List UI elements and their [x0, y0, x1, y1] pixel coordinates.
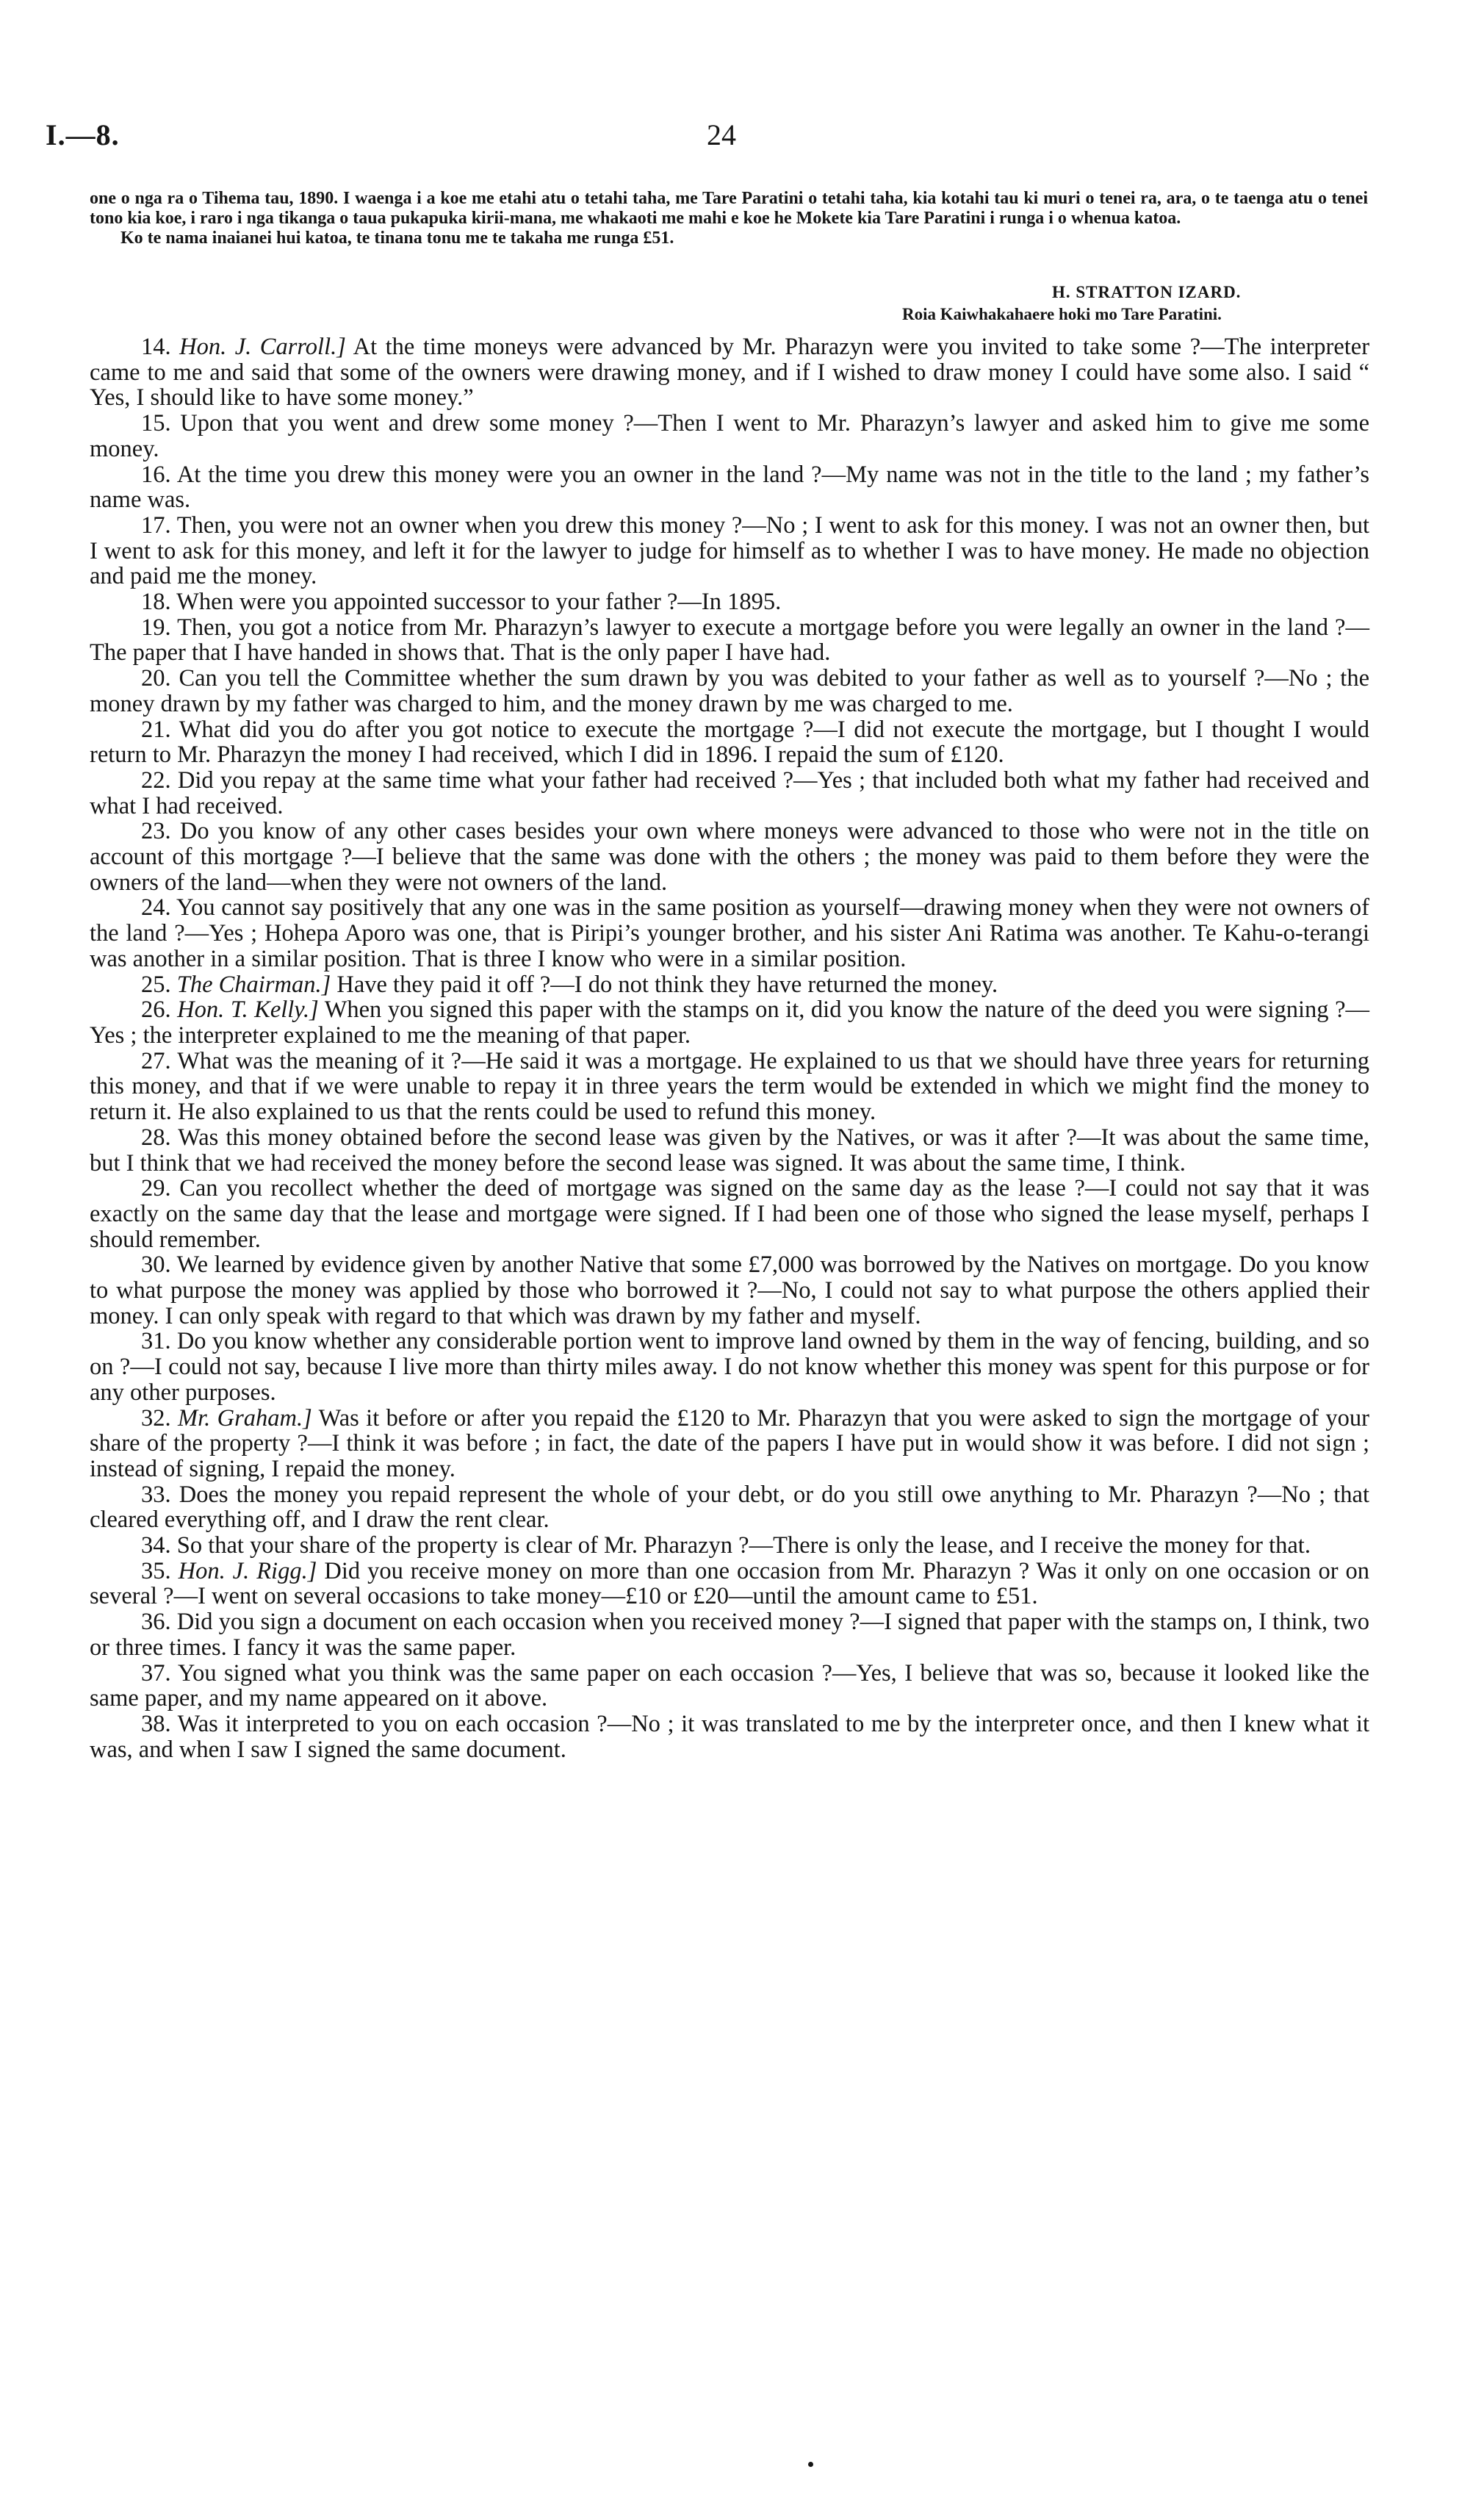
evidence-transcript [90, 334, 1369, 1762]
question-number: 23. [141, 818, 171, 845]
question-text: Was it before or after you repaid the £120 to Mr. Pharazyn that you were asked to sign the mortgage of your share of the property ?—I think it was before ; in fact, the date of the papers I have put in would show it was before. I did not sign ; instead of signing, I repaid the money. [90, 1404, 1370, 1482]
question-paragraph [90, 1482, 1369, 1533]
question-paragraph [90, 411, 1369, 461]
question-text: When were you appointed successor to your father ?—In 1895. [176, 589, 782, 616]
question-number: 37. [141, 1659, 171, 1687]
question-paragraph [90, 1609, 1369, 1660]
question-text: What was the meaning of it ?—He said it was a mortgage. He explained to us that we should have three years for returning this money, and that if we were unable to repay it in three years the term would be extended in which we might find the money to return it. He also explained to us that the rents could be used to refund this money. [90, 1047, 1369, 1126]
question-number: 32. [141, 1404, 171, 1432]
maori-notice [90, 189, 1368, 248]
question-paragraph [90, 666, 1369, 716]
question-text: You cannot say positively that any one was in the same position as yourself—drawing money when they were not owners of the land ?—Yes ; Hohepa Aporo was one, that is Piripi’s younger brother, and his sister Ani Ratima was another. Te Kahu-o-terangi was another in a similar position. That is three I know who were in a similar position. [90, 894, 1369, 972]
speaker-name: Hon. T. Kelly.] [177, 996, 319, 1024]
question-paragraph [90, 1329, 1369, 1405]
question-number: 25. [141, 971, 171, 998]
question-number: 14. [141, 334, 171, 360]
question-number: 22. [141, 766, 171, 794]
question-number: 31. [141, 1328, 171, 1355]
question-text: Does the money you repaid represent the whole of your debt, or do you still owe anything to Mr. Pharazyn ?—No ; that cleared everything off, and I draw the rent clear. [90, 1481, 1369, 1534]
question-number: 27. [141, 1047, 171, 1074]
question-text: Have they paid it off ?—I do not think they have returned the money. [336, 971, 998, 998]
question-text: Was it interpreted to you on each occasion ?—No ; it was translated to me by the interpreter once, and then I knew what it was, and when I saw I signed the same document. [90, 1710, 1369, 1763]
question-paragraph [90, 819, 1369, 895]
question-number: 24. [141, 894, 171, 922]
document-reference: I.—8. [46, 118, 120, 151]
question-paragraph [90, 997, 1369, 1048]
question-text: Did you sign a document on each occasion when you received money ?—I signed that paper with the stamps on, I think, two or three times. I fancy it was the same paper. [90, 1609, 1370, 1661]
question-number: 33. [141, 1481, 171, 1508]
question-number: 35. [141, 1557, 171, 1584]
question-number: 17. [141, 511, 171, 539]
question-paragraph [90, 1049, 1369, 1125]
question-number: 36. [141, 1609, 171, 1636]
question-text: Upon that you went and drew some money ?—Then I went to Mr. Pharazyn’s lawyer and asked him to give me some money. [90, 410, 1370, 462]
question-paragraph [90, 1559, 1369, 1609]
question-paragraph [90, 462, 1369, 513]
question-number: 21. [141, 716, 171, 743]
question-number: 30. [141, 1251, 171, 1279]
signatory-name: H. STRATTON IZARD. [1052, 283, 1242, 301]
question-text: You signed what you think was the same paper on each occasion ?—Yes, I believe that was so, because it looked like the same paper, and my name appeared on it above. [90, 1659, 1370, 1712]
question-number: 34. [141, 1532, 171, 1559]
question-text: We learned by evidence given by another Native that some £7,000 was borrowed by the Natives on mortgage. Do you know to what purpose the money was applied by those who borrowed it ?—No, I could not say to what purpose the others applied their money. I can only speak with regard to that which was drawn by my father and myself. [90, 1251, 1370, 1329]
question-number: 16. [141, 461, 171, 488]
signatory-title: Roia Kaiwhakahaere hoki mo Tare Paratini. [902, 305, 1222, 323]
question-number: 38. [141, 1710, 171, 1737]
page-header [46, 118, 1368, 162]
question-text: Do you know of any other cases besides your own where moneys were advanced to those who were not in the title on account of this mortgage ?—I believe that the same was done with the others ; the money was paid to them before they were the owners of the land—when they were not owners of the land. [90, 818, 1369, 896]
question-paragraph [90, 717, 1369, 768]
question-text: Did you receive money on more than one occasion from Mr. Pharazyn ? Was it only on one occasion or on several ?—I went on several occasions to take money—£10 or £20—until the amount came to £51. [90, 1557, 1370, 1610]
question-paragraph [90, 1125, 1369, 1176]
question-number: 20. [141, 665, 171, 692]
question-paragraph [90, 972, 1369, 998]
question-paragraph [90, 1533, 1369, 1559]
question-paragraph [90, 1661, 1369, 1711]
maori-paragraph: one o nga ra o Tihema tau, 1890. I waenga i a koe me etahi atu o tetahi taha, me Tare Paratini o tetahi taha, kia kotahi tau ki muri o tenei ra, ara, o te taenga atu o tenei tono kia koe, i raro i nga tikanga o taua pukapuka kirii-mana, me whakaoti me mahi e koe he Mokete kia Tare Paratini i runga i o whenua katoa. [90, 189, 1368, 228]
speaker-name: Mr. Graham.] [178, 1404, 312, 1432]
question-paragraph [90, 1406, 1369, 1482]
question-paragraph [90, 1711, 1369, 1762]
question-paragraph [90, 513, 1369, 589]
signature-block [867, 281, 1366, 326]
question-text: Then, you were not an owner when you drew this money ?—No ; I went to ask for this money. I was not an owner then, but I went to ask for this money, and left it for the lawyer to judge for himself as to whether I was to have money. He made no objection and paid me the money. [90, 511, 1369, 590]
question-text: What did you do after you got notice to execute the mortgage ?—I did not execute the mortgage, but I thought I would return to Mr. Pharazyn the money I had received, which I did in 1896. I repaid the sum of £120. [90, 716, 1369, 769]
question-number: 26. [141, 996, 171, 1024]
question-paragraph [90, 334, 1369, 411]
question-text: Can you tell the Committee whether the sum drawn by you was debited to your father as well as to yourself ?—No ; the money drawn by my father was charged to him, and the money drawn by me was charged to me. [90, 665, 1370, 717]
page-number: 24 [707, 118, 736, 151]
question-paragraph [90, 589, 1369, 615]
question-text: Do you know whether any considerable portion went to improve land owned by them in the way of fencing, building, and so on ?—I could not say, because I live more than thirty miles away. I do not know whether this money was spent for this purpose or for any other purposes. [90, 1328, 1370, 1406]
question-text: At the time you drew this money were you an owner in the land ?—My name was not in the title to the land ; my father’s name was. [90, 461, 1369, 514]
question-text: When you signed this paper with the stamps on it, did you know the nature of the deed you were signing ?—Yes ; the interpreter explained to me the meaning of that paper. [90, 996, 1369, 1049]
question-number: 15. [141, 410, 171, 437]
footer-dot [808, 2462, 813, 2467]
question-number: 18. [141, 589, 171, 616]
question-paragraph [90, 895, 1369, 971]
question-paragraph [90, 768, 1369, 819]
speaker-name: Hon. J. Carroll.] [179, 334, 346, 360]
question-text: Was this money obtained before the second lease was given by the Natives, or was it after ?—It was about the same time, but I think that we had received the money before the second lease was signed. It was about the same time, I think. [90, 1124, 1369, 1177]
question-paragraph [90, 1252, 1369, 1329]
speaker-name: The Chairman.] [176, 971, 331, 998]
question-number: 29. [141, 1175, 171, 1202]
question-text: Did you repay at the same time what your father had received ?—Yes ; that included both what my father had received and what I had received. [90, 766, 1369, 819]
maori-paragraph: Ko te nama inaianei hui katoa, te tinana tonu me te takaha me runga £51. [120, 229, 674, 248]
speaker-name: Hon. J. Rigg.] [178, 1557, 317, 1584]
question-text: Can you recollect whether the deed of mortgage was signed on the same day as the lease ?—I could not say that it was exactly on the same day that the lease and mortgage were signed. If I had been one of those who signed the lease myself, perhaps I should remember. [90, 1175, 1370, 1253]
question-text: At the time moneys were advanced by Mr. Pharazyn were you invited to take some ?—The interpreter came to me and said that some of the owners were drawing money, and if I wished to draw money I could have some also. I said “ Yes, I should like to have some money.” [90, 334, 1370, 412]
question-number: 19. [141, 614, 171, 641]
question-text: So that your share of the property is clear of Mr. Pharazyn ?—There is only the lease, and I receive the money for that. [176, 1532, 1311, 1559]
question-number: 28. [141, 1124, 171, 1151]
question-text: Then, you got a notice from Mr. Pharazyn’s lawyer to execute a mortgage before you were legally an owner in the land ?—The paper that I have handed in shows that. That is the only paper I have had. [90, 614, 1369, 667]
question-paragraph [90, 1176, 1369, 1252]
question-paragraph [90, 615, 1369, 666]
